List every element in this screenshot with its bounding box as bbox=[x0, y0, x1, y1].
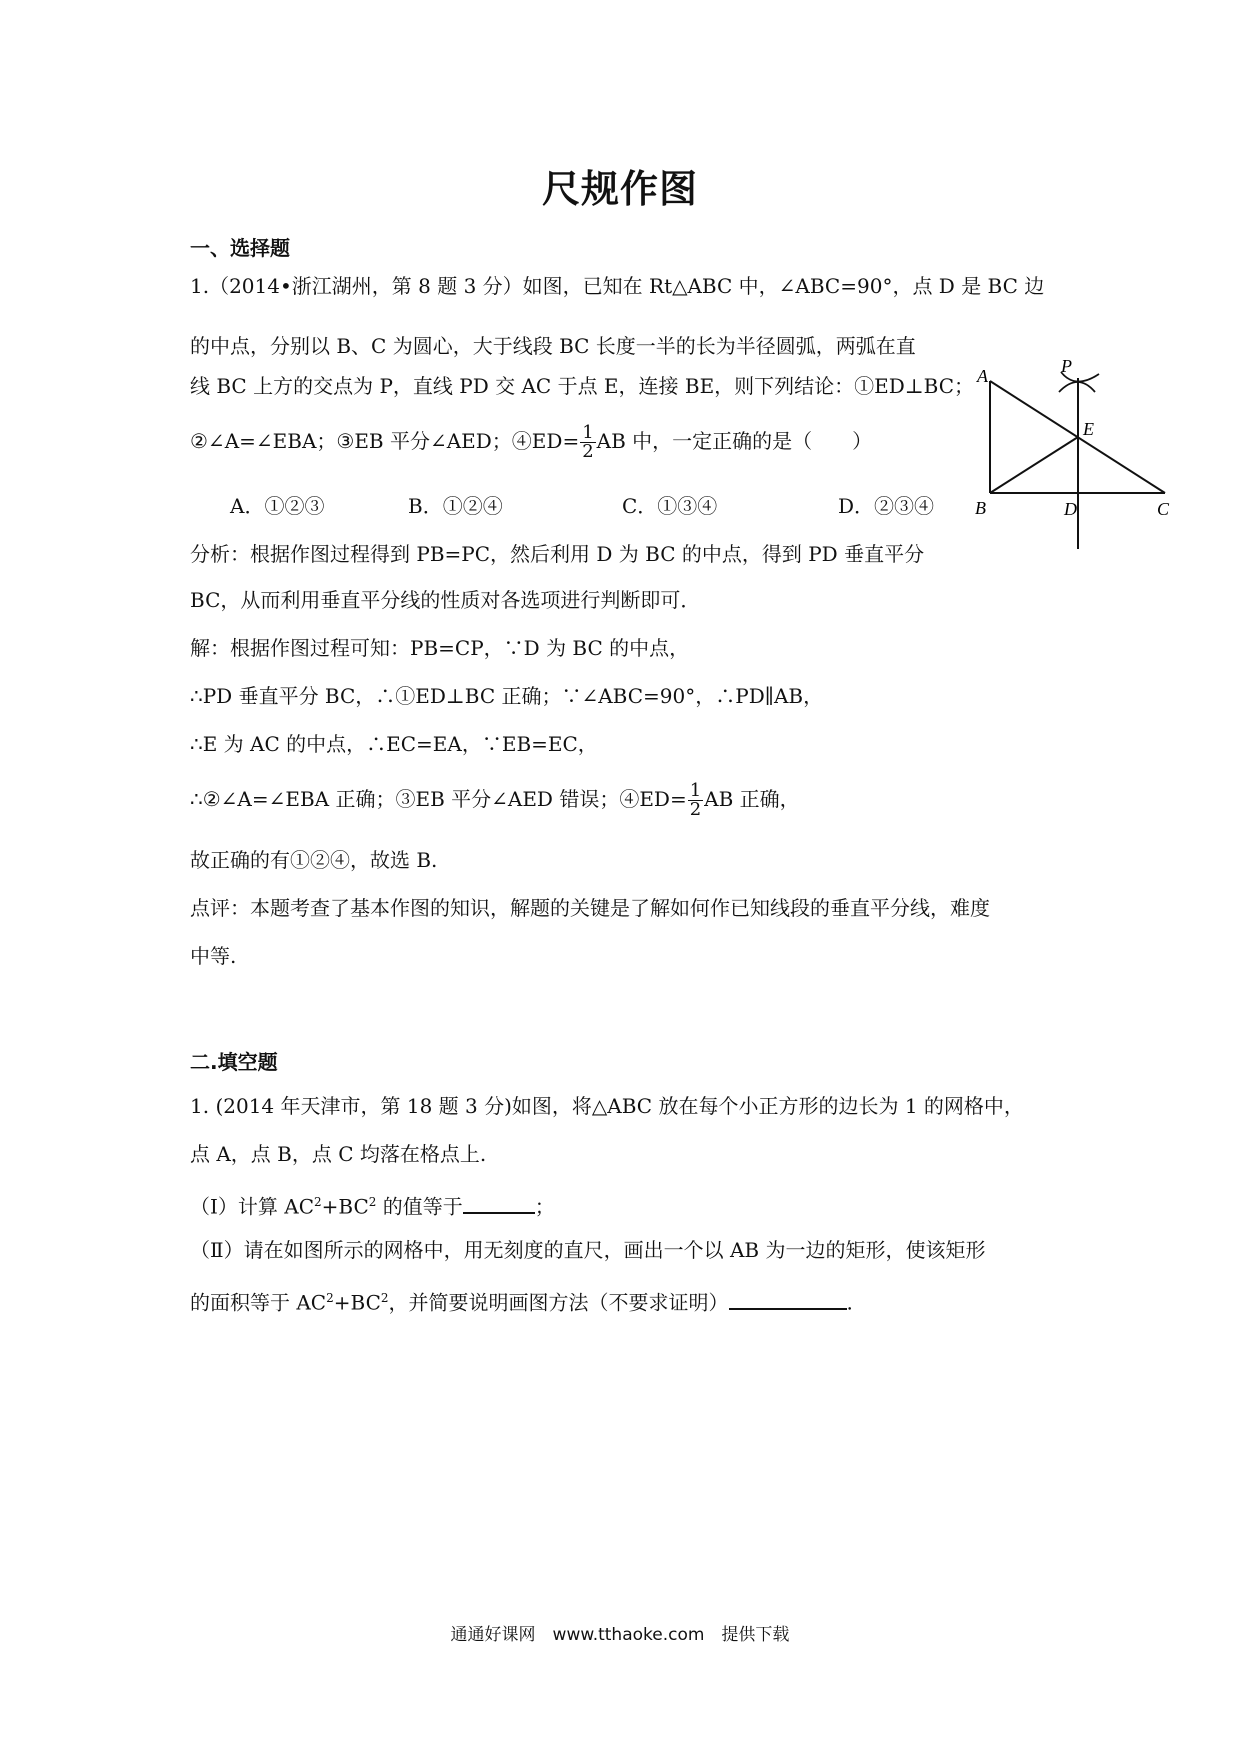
label-e: E bbox=[1083, 419, 1094, 439]
label-b: B bbox=[975, 498, 986, 518]
answer-blank-1[interactable] bbox=[463, 1194, 535, 1214]
section-heading-choice: 一、选择题 bbox=[190, 236, 290, 260]
solution-line4-post: AB 正确， bbox=[704, 787, 800, 811]
q1-line3: 线 BC 上方的交点为 P，直线 PD 交 AC 于点 E，连接 BE，则下列结论：①ED⊥BC； bbox=[190, 374, 974, 398]
q2-line3-post: 的值等于 bbox=[376, 1194, 463, 1219]
q1-line4-pre: ②∠A=∠EBA；③EB 平分∠AED；④ED= bbox=[190, 429, 580, 453]
label-c: C bbox=[1157, 499, 1170, 519]
q2-line5-end: . bbox=[846, 1290, 853, 1315]
q1-line4 bbox=[190, 424, 872, 461]
q1-line4-post: AB 中，一定正确的是（ ） bbox=[596, 429, 873, 453]
solution-line5: 故正确的有①②④，故选 B. bbox=[190, 848, 438, 872]
q2-line3 bbox=[190, 1188, 555, 1221]
analysis-line1: 分析：根据作图过程得到 PB=PC，然后利用 D 为 BC 的中点，得到 PD 垂直平分 bbox=[190, 542, 925, 566]
comment-line1: 点评：本题考查了基本作图的知识，解题的关键是了解如何作已知线段的垂直平分线，难度 bbox=[190, 896, 990, 920]
solution-line4 bbox=[190, 782, 800, 819]
q2-line3-pre: （Ⅰ）计算 AC bbox=[190, 1194, 315, 1219]
fraction-half bbox=[688, 782, 703, 819]
fraction-denominator: 2 bbox=[689, 799, 702, 820]
superscript: 2 bbox=[326, 1291, 334, 1305]
q2-line3-mid: +BC bbox=[321, 1194, 369, 1219]
option-c: C．①③④ bbox=[622, 494, 718, 518]
superscript: 2 bbox=[380, 1291, 389, 1305]
fraction-half bbox=[580, 424, 595, 461]
q2-line5 bbox=[190, 1284, 853, 1317]
fraction-numerator: 1 bbox=[689, 780, 702, 801]
fraction-denominator: 2 bbox=[582, 441, 594, 462]
q2-line1: 1. (2014 年天津市，第 18 题 3 分)如图，将△ABC 放在每个小正方形的边长为 1 的网格中， bbox=[190, 1094, 1024, 1118]
q2-line5-pre: 的面积等于 AC bbox=[190, 1290, 327, 1315]
q1-line2: 的中点，分别以 B、C 为圆心，大于线段 BC 长度一半的长为半径圆弧，两弧在直 bbox=[190, 334, 916, 358]
segment-be bbox=[990, 437, 1078, 493]
q2-line5-mid: +BC bbox=[333, 1290, 381, 1315]
label-p: P bbox=[1061, 356, 1072, 376]
solution-line1: 解：根据作图过程可知：PB=CP，∵D 为 BC 的中点， bbox=[190, 636, 690, 660]
option-a: A．①②③ bbox=[230, 494, 325, 518]
q1-line1: 1.（2014•浙江湖州，第 8 题 3 分）如图，已知在 Rt△ABC 中，∠ABC=90°，点 D 是 BC 边 bbox=[190, 274, 1045, 298]
section-heading-fill: 二.填空题 bbox=[190, 1050, 278, 1074]
label-d: D bbox=[1064, 499, 1077, 519]
q2-line4: （Ⅱ）请在如图所示的网格中，用无刻度的直尺，画出一个以 AB 为一边的矩形，使该矩形 bbox=[190, 1238, 986, 1262]
comment-line2: 中等. bbox=[190, 944, 237, 968]
page-title: 尺规作图 bbox=[541, 167, 698, 211]
superscript: 2 bbox=[368, 1195, 377, 1209]
label-a: A bbox=[977, 366, 988, 386]
solution-line3: ∴E 为 AC 的中点，∴EC=EA，∵EB=EC， bbox=[190, 732, 598, 756]
q2-line3-end: ； bbox=[534, 1194, 555, 1219]
answer-blank-2[interactable] bbox=[729, 1290, 847, 1310]
solution-line2: ∴PD 垂直平分 BC，∴①ED⊥BC 正确；∵∠ABC=90°，∴PD∥AB， bbox=[190, 684, 824, 708]
option-d: D．②③④ bbox=[838, 494, 935, 518]
option-b: B．①②④ bbox=[408, 494, 503, 518]
fraction-numerator: 1 bbox=[582, 422, 594, 443]
analysis-line2: BC，从而利用垂直平分线的性质对各选项进行判断即可． bbox=[190, 588, 701, 612]
geometry-figure bbox=[975, 352, 1185, 562]
superscript: 2 bbox=[314, 1195, 322, 1209]
q2-line5-post: ，并简要说明画图方法（不要求证明） bbox=[388, 1290, 729, 1315]
solution-line4-pre: ∴②∠A=∠EBA 正确；③EB 平分∠AED 错误；④ED= bbox=[190, 787, 687, 811]
q2-line2: 点 A，点 B，点 C 均落在格点上. bbox=[190, 1142, 487, 1166]
page-footer: 通通好课网 www.tthaoke.com 提供下载 bbox=[450, 1625, 790, 1645]
